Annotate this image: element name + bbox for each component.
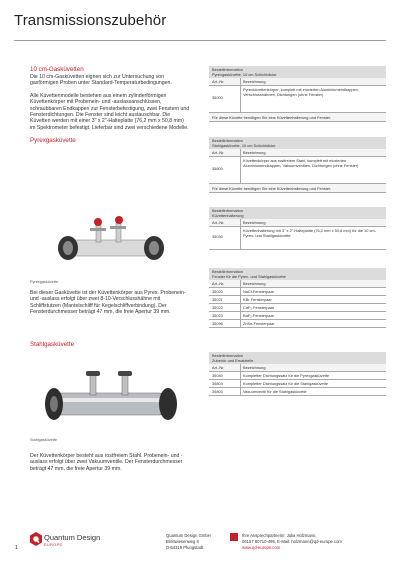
table-header xyxy=(209,207,386,219)
pyrex-cell-image xyxy=(30,210,190,266)
column-description: Bezeichnung xyxy=(240,78,386,85)
table-row xyxy=(209,86,386,113)
column-article-number: Art.-Nr. xyxy=(212,281,225,286)
pyrex-paragraph: Bei dieser Gasküvette ist der Küvettenkörper aus Pyrex. Probenein- und -auslass erfolgt über zwei 8-10-Verschlusshähne mit Schliffstutzen (Mantelschliff für Kegelschliffverbindung). Der Fensterdurchmesser beträgt 47 mm, die freie Apertur 39 mm. xyxy=(30,290,186,316)
address-line: D-64319 Pfungstadt xyxy=(166,545,204,550)
table-column-header xyxy=(209,78,386,86)
table-header xyxy=(209,268,386,280)
article-description: Küvettenhalterung mit 3" x 2"-Halteplatte (76,2 mm x 50,8 mm) für die 10 cm-Pyrex- und Stahlgasküvette xyxy=(240,227,386,249)
table-column-header xyxy=(209,149,386,157)
article-number: 35021 xyxy=(212,297,223,302)
article-description: NaCl-Fensterpaar xyxy=(240,288,386,295)
table-header-subtitle: Stahlgasküvette, 10 cm Schichtdicke xyxy=(212,143,276,148)
address-line: Breitwiesenweg 9 xyxy=(166,539,199,544)
column-article-number: Art.-Nr. xyxy=(212,365,225,370)
company-address xyxy=(166,533,211,551)
pyrex-cell-illustration xyxy=(30,210,190,266)
table-header xyxy=(209,352,386,364)
table-header xyxy=(209,66,386,78)
pyrex-text-block xyxy=(30,290,190,322)
article-number: 35803 xyxy=(212,389,223,394)
models-paragraph: Alle Küvettenmodelle bestehen aus einem zylinderförmigen Küvettenkörper mit Probenein- und -auslassanschlüssen, schraubbaren Endkappen zur Fensterbefestigung, zwei Fenstern und Fensterdichtungen. Die Fenster sind leicht austauschbar. Die Küvetten werden mit einer 3" x 2"-Halteplatte (76,2 mm x 50,8 mm) im Spektrometer befestigt. Lieferbar sind zwei verschiedene Modelle. xyxy=(30,92,190,131)
table-row xyxy=(209,304,386,312)
column-article-number: Art.-Nr. xyxy=(212,79,225,84)
article-number: 35804 xyxy=(212,381,223,386)
table-footnote: Für diese Küvette benötigen Sie eine Küvettenhalterung und Fenster. xyxy=(209,184,386,193)
table-column-header xyxy=(209,280,386,288)
order-table-windows xyxy=(209,268,386,328)
left-column xyxy=(30,66,190,145)
article-number: 35030 xyxy=(212,234,223,239)
table-header-subtitle: Zubehör und Ersatzteile xyxy=(212,358,254,363)
article-description: Kompletter Dichtungssatz für die Pyrexgasküvette xyxy=(240,372,386,379)
steel-caption: Stahlgasküvette xyxy=(30,438,58,442)
contact-line: 06157 80710-495, E-Mail: holzmann@qd-europe.com xyxy=(242,539,342,544)
article-description: Küvettenkörper aus rostfreiem Stahl, komplett mit eloxierten Aluminiumendkappen, Vakuumventilen, Dichtungen (ohne Fenster) xyxy=(240,157,386,183)
table-header-title: Bestellinformation xyxy=(212,67,243,72)
website-link[interactable]: www.qd-europe.com xyxy=(242,545,281,550)
table-header-subtitle: Pyrexgasküvette, 10 cm Schichtdicke xyxy=(212,72,277,77)
address-line: Quantum Design GmbH xyxy=(166,533,211,538)
article-description: BaF₂-Fensterpaar xyxy=(240,312,386,319)
article-description: Vakuumventil für die Stahlgasküvette xyxy=(240,388,386,395)
intro-paragraph: Die 10 cm-Gasküvetten eignen sich zur Untersuchung von gasförmigen Proben unter Standard-Temperaturbedingungen. xyxy=(30,74,172,87)
table-row xyxy=(209,388,386,396)
pyrex-caption: Pyrexgasküvette xyxy=(30,280,59,284)
section-heading-gas-cells: 10 cm-Gasküvetten xyxy=(30,66,84,73)
column-article-number: Art.-Nr. xyxy=(212,220,225,225)
column-article-number: Art.-Nr. xyxy=(212,150,225,155)
table-row xyxy=(209,380,386,388)
steel-cell-illustration xyxy=(30,365,190,433)
column-description: Bezeichnung xyxy=(240,280,386,287)
table-row xyxy=(209,227,386,250)
table-header-title: Bestellinformation xyxy=(212,138,243,143)
table-row xyxy=(209,372,386,380)
order-table-holder xyxy=(209,207,386,250)
table-footnote: Für diese Küvette benötigen Sie eine Küvettenhalterung und Fenster. xyxy=(209,113,386,122)
page-title: Transmissionszubehör xyxy=(14,12,167,29)
article-number: 35096 xyxy=(212,321,223,326)
order-table-accessories xyxy=(209,352,386,396)
steel-text-block xyxy=(30,453,190,478)
steel-paragraph: Der Küvettenkörper besteht aus rostfreiem Stahl. Probenein- und -auslass erfolgt über zwei Vakuumventile. Der Fensterdurchmesser beträgt 47 mm, die freie Apertur 39 mm. xyxy=(30,453,183,472)
contact-line: Ihre Ansprechpartnerin: Julia Holzmann, xyxy=(242,533,317,538)
table-row xyxy=(209,312,386,320)
column-description: Bezeichnung xyxy=(240,219,386,226)
article-description: Pyrexküvettenkörper, komplett mit eloxierten Aluminiumendkappen, Verschlusshähnen, Dichtungen (ohne Fenster) xyxy=(240,86,386,112)
article-number: 35020 xyxy=(212,289,223,294)
article-description: ZnSe-Fensterpaar xyxy=(240,320,386,327)
steel-cell-image xyxy=(30,365,190,433)
table-header-title: Bestellinformation xyxy=(212,269,243,274)
order-table-steel xyxy=(209,137,386,193)
table-row xyxy=(209,296,386,304)
section-heading-pyrex: Pyrexgasküvette xyxy=(30,137,76,145)
table-header-subtitle: Küvettenhalterung xyxy=(212,213,244,218)
table-row xyxy=(209,157,386,184)
quantum-design-logo-icon xyxy=(30,532,42,546)
table-header-title: Bestellinformation xyxy=(212,353,243,358)
table-row xyxy=(209,288,386,296)
title-divider xyxy=(14,40,386,41)
table-row xyxy=(209,320,386,328)
article-description: KBr-Fensterpaar xyxy=(240,296,386,303)
logo-text: Quantum Design xyxy=(44,533,101,542)
article-description: Kompletter Dichtungssatz für die Stahlgasküvette xyxy=(240,380,386,387)
table-header xyxy=(209,137,386,149)
table-column-header xyxy=(209,364,386,372)
article-number: 35040 xyxy=(212,373,223,378)
table-header-subtitle: Fenster für die Pyrex- und Stahlgasküvette xyxy=(212,274,286,279)
order-table-pyrex xyxy=(209,66,386,122)
article-number: 35023 xyxy=(212,313,223,318)
contact-phone-icon xyxy=(230,533,238,541)
table-header-title: Bestellinformation xyxy=(212,208,243,213)
column-description: Bezeichnung xyxy=(240,364,386,371)
column-description: Bezeichnung xyxy=(240,149,386,156)
article-description: CaF₂-Fensterpaar xyxy=(240,304,386,311)
table-column-header xyxy=(209,219,386,227)
section-heading-steel: Stahlgasküvette xyxy=(30,341,75,348)
contact-info xyxy=(242,533,342,551)
article-number: 35022 xyxy=(212,305,223,310)
article-number: 35000 xyxy=(212,95,223,100)
page-number: 1 xyxy=(15,545,18,551)
logo-subtext: EUROPE xyxy=(44,543,63,547)
article-number: 35800 xyxy=(212,166,223,171)
